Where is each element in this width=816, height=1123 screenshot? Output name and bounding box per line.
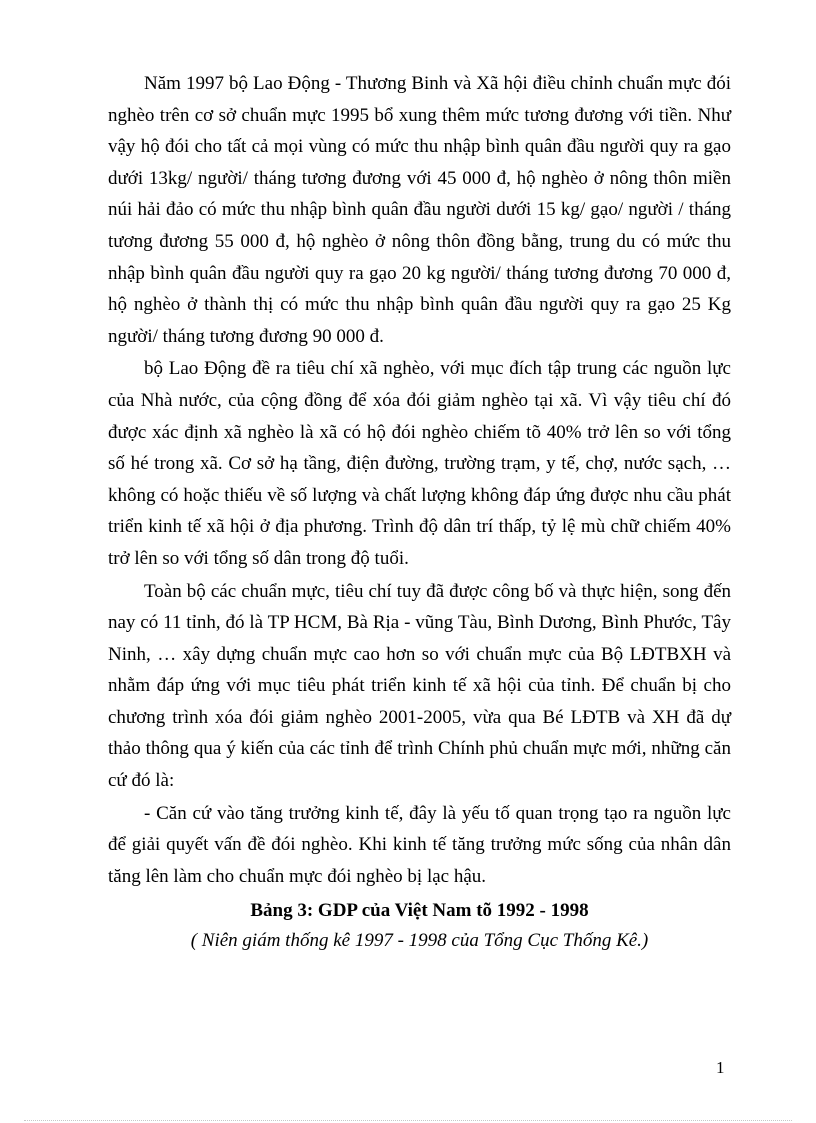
page-number: 1 [716, 1058, 725, 1077]
body-text [108, 68, 731, 956]
paragraph-economic-growth-basis: - Căn cứ vào tăng trưởng kinh tế, đây là yếu tố quan trọng tạo ra nguồn lực để giải quyết vấn đề đói nghèo. Khi kinh tế tăng trưởng mức sống của nhân dân tăng lên làm cho chuẩn mực đói nghèo bị lạc hậu. [108, 802, 731, 887]
paragraph-poor-commune-criteria: bộ Lao Động đề ra tiêu chí xã nghèo, với mục đích tập trung các nguồn lực của Nhà nước, của cộng đồng để xóa đói giảm nghèo tại xã. Vì vậy tiêu chí đó được xác định xã nghèo là xã có hộ đói nghèo chiếm tõ 40% trở lên so với tổng số hé trong xã. Cơ sở hạ tầng, điện đường, trường trạm, y tế, chợ, nước sạch, … không có hoặc thiếu về số lượng và chất lượng không đáp ứng được nhu cầu phát triển kinh tế xã hội ở địa phương. Trình độ dân trí thấp, tỷ lệ mù chữ chiếm 40% trở lên so với tổng số dân trong độ tuổi. [108, 358, 731, 569]
paragraph-provincial-standards: Toàn bộ các chuẩn mực, tiêu chí tuy đã được công bố và thực hiện, song đến nay có 11 tỉnh, đó là TP HCM, Bà Rịa - vũng Tàu, Bình Dương, Bình Phước, Tây Ninh, … xây dựng chuẩn mực cao hơn so với chuẩn mực của Bộ LĐTBXH và nhằm đáp ứng với mục tiêu phát triển kinh tế xã hội của tỉnh. Để chuẩn bị cho chương trình xóa đói giảm nghèo 2001-2005, vừa qua Bé LĐTB và XH đã dự thảo thông qua ý kiến của các tỉnh để trình Chính phủ chuẩn mực mới, những căn cứ đó là: [108, 580, 731, 792]
page-bottom-divider [24, 1120, 792, 1121]
table-source-note: ( Niên giám thống kê 1997 - 1998 của Tổng Cục Thống Kê.) [190, 930, 649, 952]
table-title: Bảng 3: GDP của Việt Nam tõ 1992 - 1998 [250, 900, 589, 922]
paragraph-poverty-standard-1997: Năm 1997 bộ Lao Động - Thương Binh và Xã hội điều chỉnh chuẩn mực đói nghèo trên cơ sở chuẩn mực 1995 bổ xung thêm mức tương đương với tiền. Như vậy hộ đói cho tất cả mọi vùng có mức thu nhập bình quân đầu người quy ra gạo dưới 13kg/ người/ tháng tương đương với 45 000 đ, hộ nghèo ở nông thôn miền núi hải đảo có mức thu nhập bình quân đầu người dưới 15 kg/ gạo/ người / tháng tương đương 55 000 đ, hộ nghèo ở nông thôn đồng bằng, trung du có mức thu nhập bình quân đầu người quy ra gạo 20 kg người/ tháng tương đương 70 000 đ, hộ nghèo ở thành thị có mức thu nhập bình quân đầu người quy ra gạo 25 Kg người/ tháng tương đương 90 000 đ. [108, 73, 731, 347]
